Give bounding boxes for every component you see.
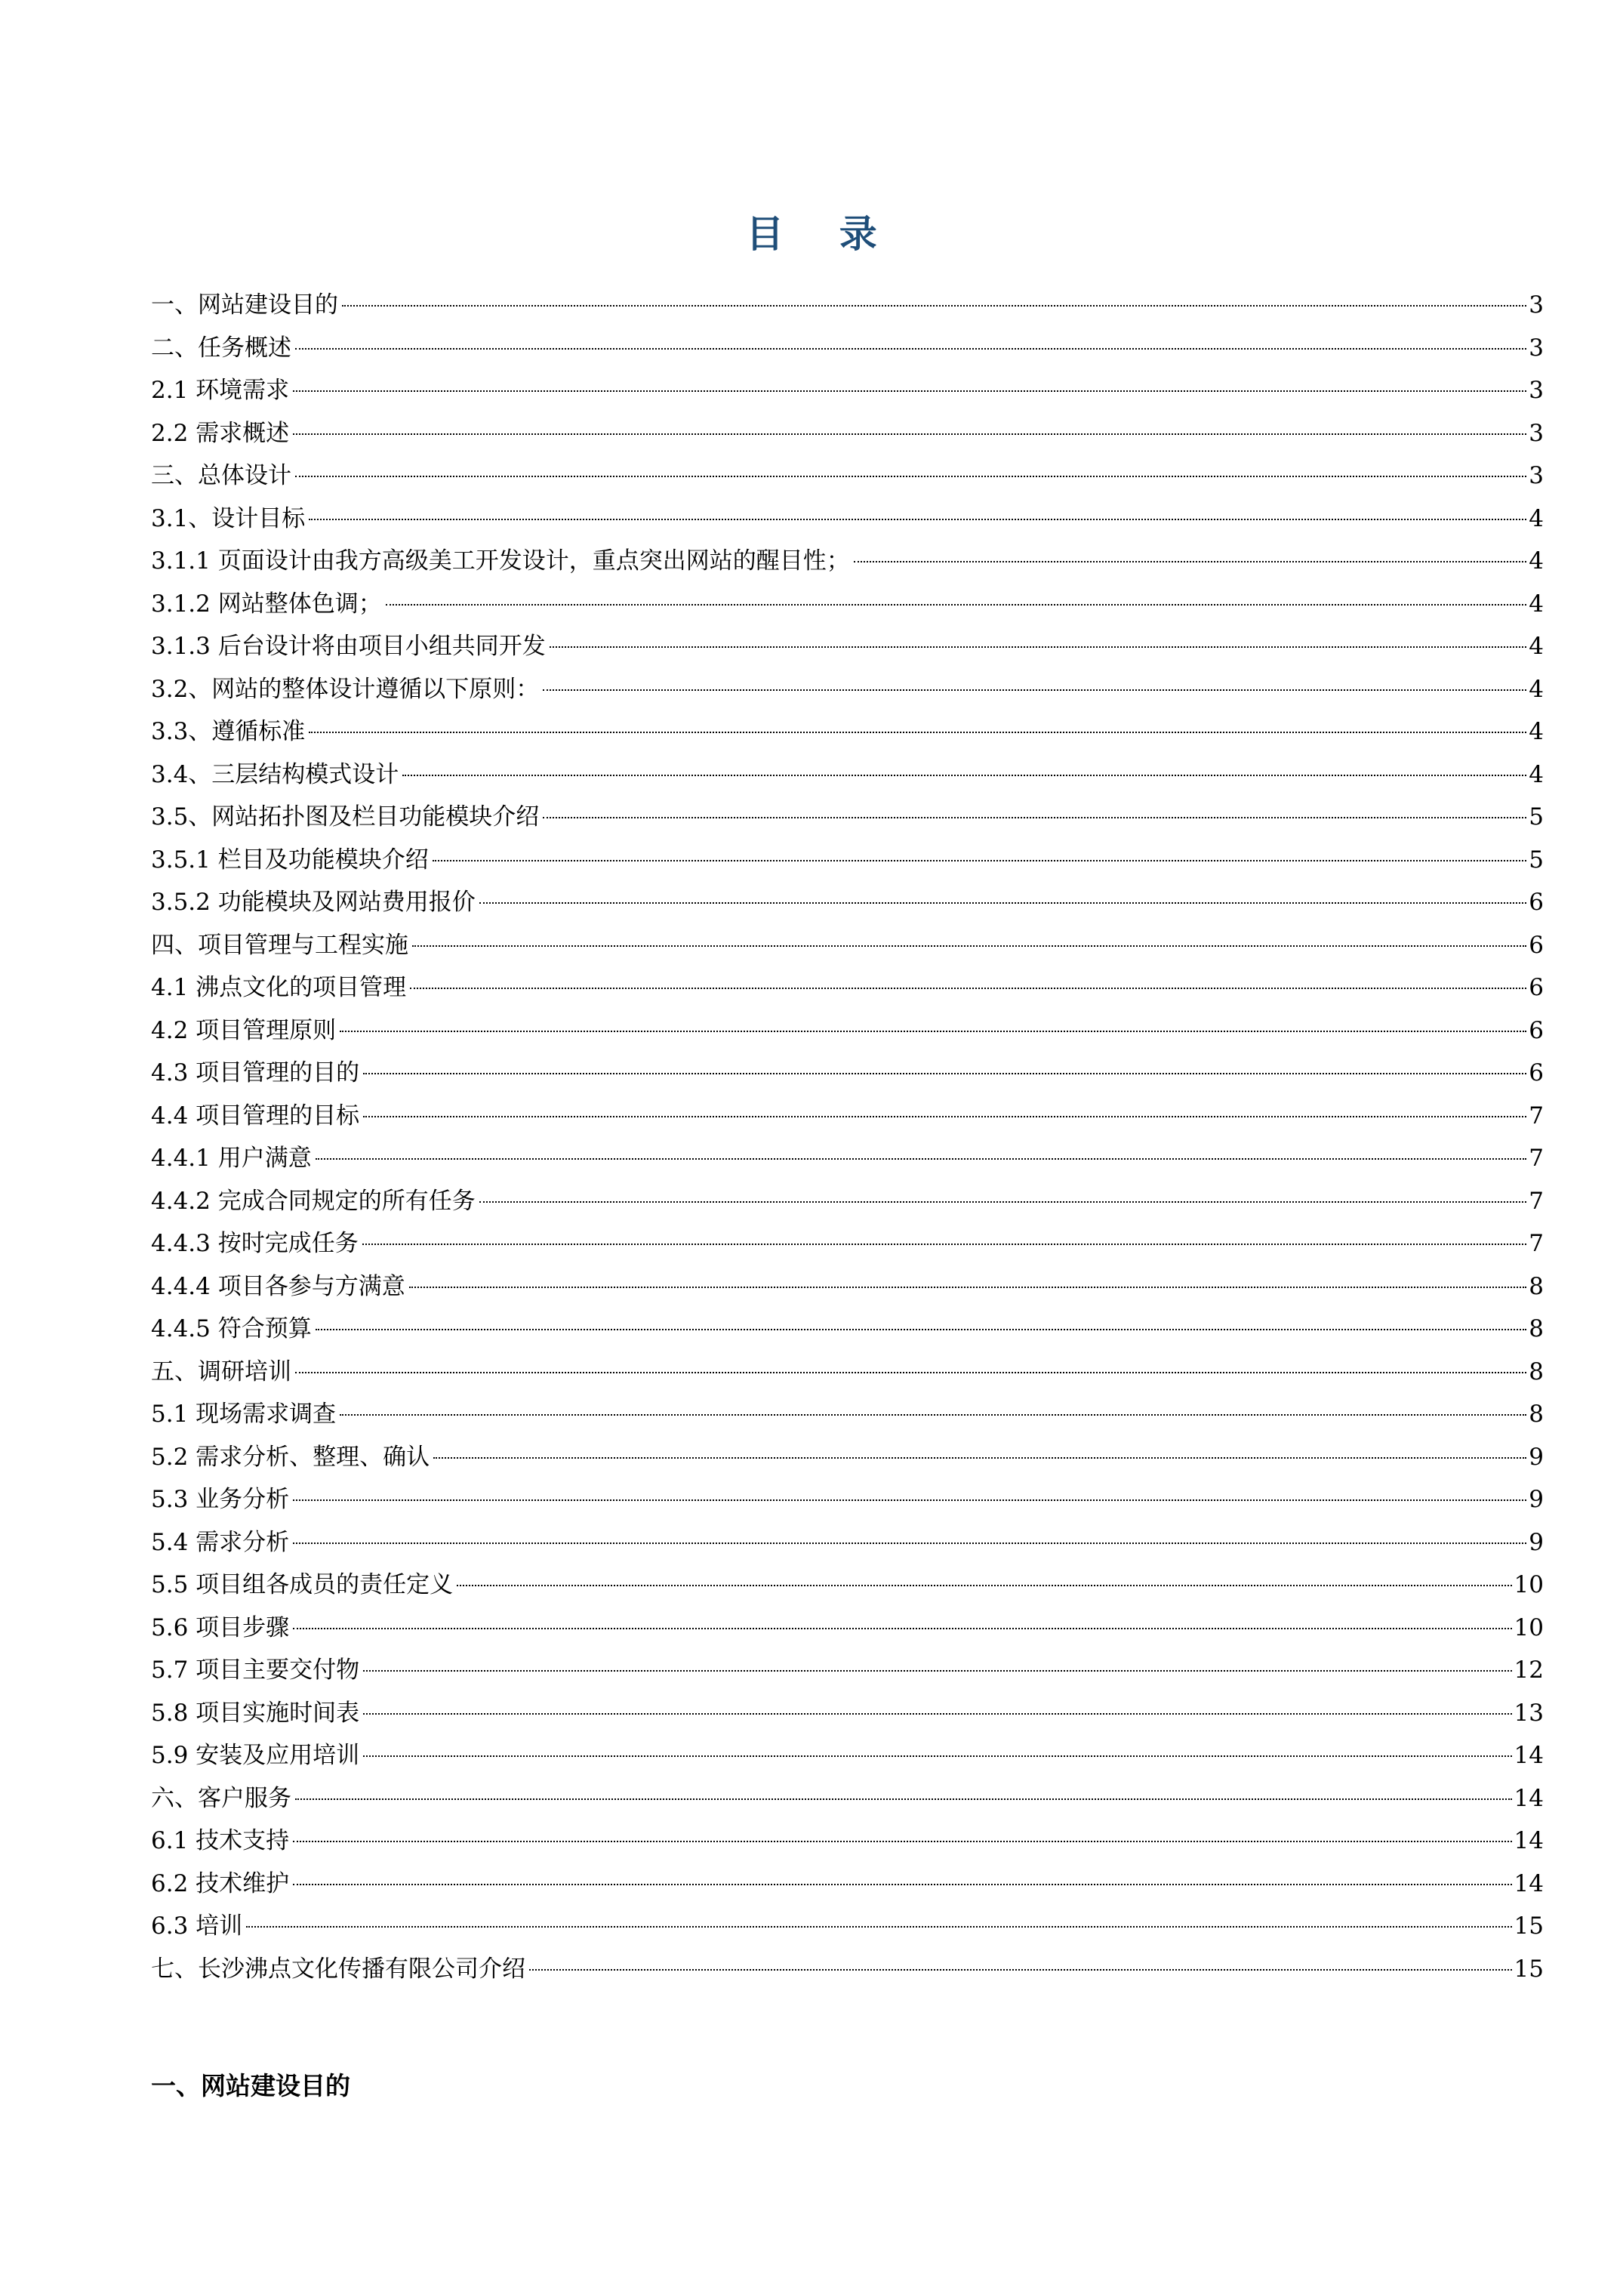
toc-entry-label: 4.3 项目管理的目的 (151, 1059, 360, 1086)
toc-dot-leader (295, 348, 1526, 350)
toc-entry[interactable] (151, 1564, 1544, 1607)
toc-entry-page-number: 12 (1514, 1657, 1544, 1684)
toc-entry-label: 3.1、设计目标 (151, 504, 306, 532)
toc-entry-label: 3.2、网站的整体设计遵循以下原则： (151, 675, 540, 703)
toc-dot-leader (293, 390, 1526, 392)
toc-entry-label: 3.1.1 页面设计由我方高级美工开发设计，重点突出网站的醒目性； (151, 547, 850, 575)
toc-entry-page-number: 4 (1529, 547, 1544, 575)
toc-dot-leader (479, 1201, 1526, 1203)
toc-entry-page-number: 9 (1529, 1443, 1544, 1471)
toc-entry-page-number: 14 (1514, 1784, 1544, 1812)
toc-entry-label: 3.4、三层结构模式设计 (151, 760, 399, 788)
toc-dot-leader (340, 1414, 1526, 1416)
toc-entry-label: 五、调研培训 (151, 1358, 291, 1385)
toc-dot-leader (295, 1372, 1526, 1373)
toc-entry[interactable] (151, 1180, 1544, 1223)
toc-entry-label: 3.1.2 网站整体色调； (151, 590, 382, 618)
toc-entry-page-number: 4 (1529, 760, 1544, 788)
toc-entry[interactable] (151, 924, 1544, 967)
toc-entry[interactable] (151, 1137, 1544, 1180)
toc-entry-page-number: 15 (1514, 1912, 1544, 1940)
toc-dot-leader (410, 988, 1526, 989)
toc-entry-page-number: 8 (1529, 1358, 1544, 1385)
toc-entry[interactable] (151, 369, 1544, 412)
toc-entry-page-number: 8 (1529, 1315, 1544, 1342)
toc-entry-label: 5.8 项目实施时间表 (151, 1699, 360, 1727)
toc-entry[interactable] (151, 1607, 1544, 1650)
toc-entry-label: 6.2 技术维护 (151, 1869, 290, 1897)
toc-dot-leader (543, 817, 1526, 818)
toc-entry-label: 3.1.3 后台设计将由项目小组共同开发 (151, 633, 546, 660)
toc-entry-label: 5.2 需求分析、整理、确认 (151, 1443, 430, 1471)
toc-dot-leader (433, 1457, 1526, 1459)
toc-entry-page-number: 8 (1529, 1401, 1544, 1428)
toc-entry-label: 5.7 项目主要交付物 (151, 1657, 360, 1684)
toc-dot-leader (295, 476, 1526, 477)
toc-entry-label: 一、网站建设目的 (151, 291, 338, 319)
toc-entry-label: 四、项目管理与工程实施 (151, 931, 408, 959)
toc-dot-leader (363, 1116, 1526, 1117)
toc-entry[interactable] (151, 1948, 1544, 1991)
toc-entry-page-number: 5 (1529, 846, 1544, 874)
toc-dot-leader (362, 1244, 1526, 1245)
toc-entry[interactable] (151, 1905, 1544, 1948)
toc-entry[interactable] (151, 754, 1544, 797)
toc-entry-page-number: 6 (1529, 974, 1544, 1001)
toc-entry-page-number: 9 (1529, 1528, 1544, 1556)
toc-entry-page-number: 10 (1514, 1613, 1544, 1641)
toc-entry-page-number: 4 (1529, 633, 1544, 660)
toc-entry[interactable] (151, 1863, 1544, 1906)
toc-entry-page-number: 3 (1529, 419, 1544, 447)
toc-dot-leader (295, 1798, 1512, 1800)
toc-entry[interactable] (151, 710, 1544, 754)
toc-entry-label: 3.5.1 栏目及功能模块介绍 (151, 846, 429, 874)
toc-entry-page-number: 4 (1529, 504, 1544, 532)
toc-entry-label: 4.4 项目管理的目标 (151, 1102, 360, 1130)
toc-dot-leader (402, 775, 1526, 776)
toc-dot-leader (340, 1031, 1526, 1032)
toc-entry[interactable] (151, 1265, 1544, 1308)
toc-entry-page-number: 13 (1514, 1699, 1544, 1727)
toc-entry[interactable] (151, 1351, 1544, 1394)
toc-entry-page-number: 7 (1529, 1187, 1544, 1215)
toc-entry-label: 4.4.1 用户满意 (151, 1145, 312, 1172)
toc-entry-label: 2.1 环境需求 (151, 377, 290, 404)
toc-entry[interactable] (151, 1820, 1544, 1863)
toc-dot-leader (543, 689, 1526, 691)
toc-entry-label: 4.4.2 完成合同规定的所有任务 (151, 1187, 476, 1215)
toc-dot-leader (293, 433, 1526, 435)
toc-entry-label: 4.2 项目管理原则 (151, 1016, 337, 1044)
toc-entry[interactable] (151, 966, 1544, 1009)
toc-entry[interactable] (151, 881, 1544, 924)
toc-dot-leader (412, 945, 1526, 947)
toc-entry-page-number: 5 (1529, 803, 1544, 831)
toc-entry[interactable] (151, 583, 1544, 626)
toc-entry-page-number: 14 (1514, 1827, 1544, 1854)
toc-entry-label: 6.1 技术支持 (151, 1827, 290, 1854)
toc-entry-page-number: 9 (1529, 1486, 1544, 1513)
toc-dot-leader (293, 1628, 1511, 1629)
toc-entry[interactable] (151, 1095, 1544, 1138)
toc-entry-page-number: 3 (1529, 377, 1544, 404)
toc-dot-leader (457, 1585, 1511, 1586)
toc-entry-label: 3.5、网站拓扑图及栏目功能模块介绍 (151, 803, 540, 831)
toc-entry-label: 5.9 安装及应用培训 (151, 1742, 360, 1769)
toc-entry-label: 5.6 项目步骤 (151, 1613, 290, 1641)
toc-entry[interactable] (151, 839, 1544, 882)
toc-entry-page-number: 7 (1529, 1230, 1544, 1257)
toc-entry[interactable] (151, 1777, 1544, 1820)
toc-entry-label: 3.5.2 功能模块及网站费用报价 (151, 889, 476, 916)
toc-entry-label: 三、总体设计 (151, 462, 291, 489)
toc-entry-page-number: 6 (1529, 1059, 1544, 1086)
toc-entry-label: 4.4.3 按时完成任务 (151, 1230, 359, 1257)
toc-entry[interactable] (151, 1649, 1544, 1692)
toc-dot-leader (342, 305, 1526, 307)
toc-entry-page-number: 3 (1529, 334, 1544, 362)
toc-dot-leader (854, 561, 1526, 562)
toc-dot-leader (293, 1499, 1526, 1501)
toc-dot-leader (246, 1926, 1511, 1928)
toc-entry[interactable] (151, 284, 1544, 327)
toc-entry-page-number: 6 (1529, 1016, 1544, 1044)
toc-entry-label: 七、长沙沸点文化传播有限公司介绍 (151, 1955, 525, 1983)
toc-entry[interactable] (151, 1308, 1544, 1351)
toc-entry-page-number: 14 (1514, 1869, 1544, 1897)
toc-entry-page-number: 4 (1529, 718, 1544, 745)
toc-entry[interactable] (151, 455, 1544, 498)
toc-dot-leader (316, 1158, 1526, 1160)
toc-entry-page-number: 10 (1514, 1571, 1544, 1598)
toc-entry-label: 6.3 培训 (151, 1912, 243, 1940)
toc-entry-page-number: 4 (1529, 675, 1544, 703)
toc-dot-leader (363, 1755, 1511, 1757)
toc-entry-label: 3.3、遵循标准 (151, 718, 306, 745)
toc-entry[interactable] (151, 1521, 1544, 1564)
toc-entry-page-number: 7 (1529, 1102, 1544, 1130)
section-heading: 一、网站建设目的 (151, 2071, 350, 2100)
toc-entry-page-number: 15 (1514, 1955, 1544, 1983)
toc-entry-label: 5.4 需求分析 (151, 1528, 290, 1556)
toc-entry[interactable] (151, 625, 1544, 668)
toc-entry-page-number: 3 (1529, 291, 1544, 319)
toc-dot-leader (386, 604, 1526, 606)
toc-dot-leader (363, 1713, 1511, 1715)
toc-entry[interactable] (151, 540, 1544, 583)
toc-entry-label: 六、客户服务 (151, 1784, 291, 1812)
toc-dot-leader (433, 860, 1526, 861)
toc-dot-leader (309, 519, 1526, 520)
toc-entry-page-number: 6 (1529, 889, 1544, 916)
toc-dot-leader (363, 1073, 1526, 1074)
toc-dot-leader (529, 1969, 1512, 1971)
toc-dot-leader (309, 732, 1526, 733)
toc-entry-page-number: 14 (1514, 1742, 1544, 1769)
toc-entry-label: 二、任务概述 (151, 334, 291, 362)
toc-entry[interactable] (151, 498, 1544, 541)
toc-dot-leader (479, 902, 1526, 904)
toc-entry[interactable] (151, 1009, 1544, 1052)
toc-entry[interactable] (151, 1393, 1544, 1436)
toc-entry-page-number: 3 (1529, 462, 1544, 489)
toc-entry[interactable] (151, 668, 1544, 711)
toc-entry-label: 4.4.4 项目各参与方满意 (151, 1272, 405, 1300)
toc-entry-page-number: 6 (1529, 931, 1544, 959)
toc-dot-leader (316, 1329, 1526, 1330)
toc-entry[interactable] (151, 412, 1544, 455)
toc-dot-leader (293, 1841, 1511, 1842)
toc-entry-label: 5.3 业务分析 (151, 1486, 290, 1513)
toc-entry[interactable] (151, 1222, 1544, 1265)
toc-dot-leader (550, 646, 1526, 648)
toc-entry[interactable] (151, 1052, 1544, 1095)
toc-entry-label: 5.5 项目组各成员的责任定义 (151, 1571, 454, 1598)
toc-entry[interactable] (151, 1478, 1544, 1521)
toc-entry-label: 4.1 沸点文化的项目管理 (151, 974, 407, 1001)
toc-entry[interactable] (151, 1692, 1544, 1735)
toc-entry-label: 2.2 需求概述 (151, 419, 290, 447)
toc-entry-label: 4.4.5 符合预算 (151, 1315, 312, 1342)
toc-entry[interactable] (151, 327, 1544, 370)
toc-dot-leader (293, 1884, 1511, 1885)
toc-entry[interactable] (151, 796, 1544, 839)
toc-entry-page-number: 4 (1529, 590, 1544, 618)
toc-dot-leader (293, 1542, 1526, 1544)
toc-entry[interactable] (151, 1734, 1544, 1777)
table-of-contents (151, 284, 1544, 1990)
toc-dot-leader (363, 1670, 1511, 1672)
toc-entry-page-number: 8 (1529, 1272, 1544, 1300)
toc-entry-label: 5.1 现场需求调查 (151, 1401, 337, 1428)
toc-entry-page-number: 7 (1529, 1145, 1544, 1172)
toc-dot-leader (409, 1287, 1526, 1288)
toc-title: 目 录 (746, 211, 898, 256)
toc-entry[interactable] (151, 1436, 1544, 1479)
